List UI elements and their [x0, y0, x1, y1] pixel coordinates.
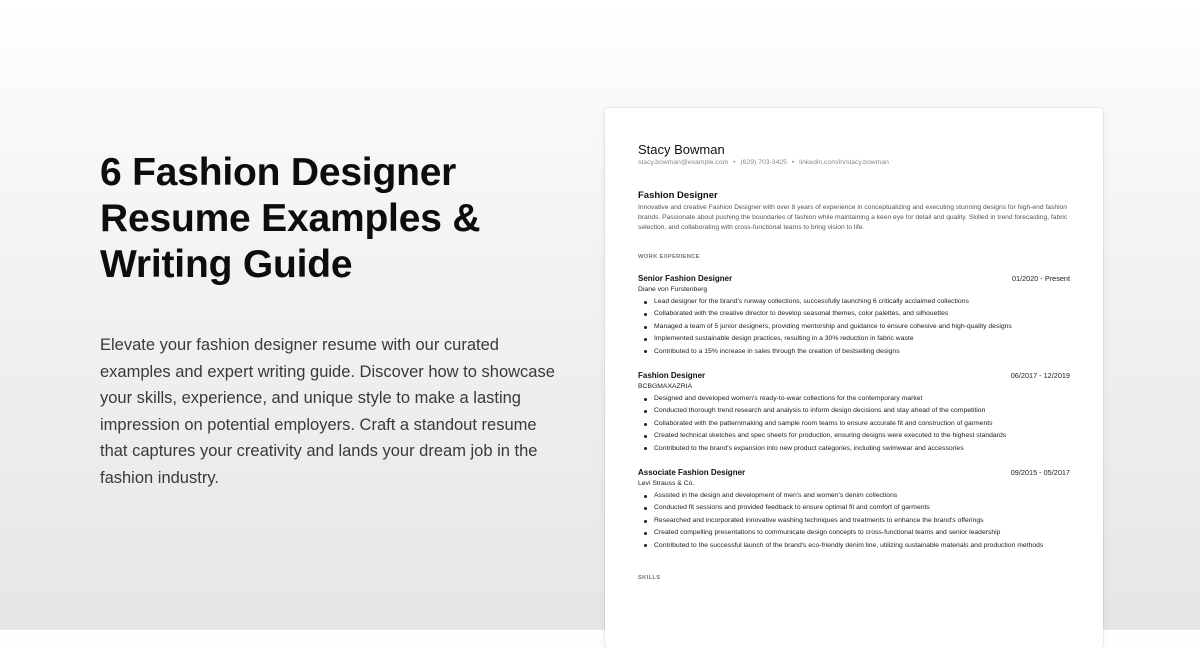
- job-dates: 06/2017 - 12/2019: [1010, 371, 1070, 381]
- contact-separator: •: [791, 159, 795, 166]
- job-bullet: Implemented sustainable design practices, resulting in a 30% reduction in fabric waste: [654, 333, 1070, 345]
- job-company: BCBGMAXAZRIA: [638, 383, 693, 391]
- resume-summary: Innovative and creative Fashion Designer with over 8 years of experience in conceptualizing and executing stunning designs for high-end fashion brands. Passionate about pushing the boundaries of fashion while maintaining a keen eye for detail and quality. Skilled in trend forecasting, fabric selection, and collaborating with cross-functional teams to bring vision to life.: [638, 204, 1068, 231]
- job-bullet: Contributed to the successful launch of the brand's eco-friendly denim line, utilizing sustainable materials and production methods: [654, 540, 1070, 552]
- job-entry: [638, 273, 1070, 358]
- job-entry: [638, 370, 1070, 455]
- job-bullet: Conducted thorough trend research and analysis to inform design decisions and stay ahead of the competition: [654, 405, 1070, 417]
- contact-linkedin: linkedin.com/in/stacy.bowman: [799, 159, 889, 166]
- resume-contact: [638, 158, 1070, 168]
- job-bullet: Collaborated with the patternmaking and sample room teams to ensure accurate fit and construction of garments: [654, 418, 1070, 430]
- job-bullet: Conducted fit sessions and provided feedback to ensure optimal fit and comfort of garments: [654, 502, 1070, 514]
- job-title: Fashion Designer: [638, 371, 706, 381]
- page-description: Elevate your fashion designer resume with our curated examples and expert writing guide. Discover how to showcase your skills, experience, and unique style to make a lasting impression on potential employers. Craft a standout resume that captures your creativity and lands your dream job in the fashion industry.: [100, 336, 555, 487]
- job-title: Senior Fashion Designer: [638, 274, 733, 283]
- job-dates: 01/2020 - Present: [1011, 274, 1070, 283]
- hero-section: [100, 150, 560, 492]
- page-title-line: 6 Fashion Designer: [100, 151, 457, 194]
- job-bullet: Managed a team of 5 junior designers, providing mentorship and guidance to ensure cohesive and high-quality designs: [654, 321, 1070, 333]
- job-bullets: [638, 490, 1070, 552]
- contact-email: stacy.bowman@example.com: [638, 159, 729, 166]
- job-bullets: [638, 296, 1070, 358]
- job-bullet: Lead designer for the brand's runway collections, successfully launching 6 critically acclaimed collections: [654, 296, 1070, 308]
- job-company: Diane von Furstenberg: [638, 286, 708, 293]
- resume-name: Stacy Bowman: [638, 142, 725, 157]
- job-entry: [638, 467, 1070, 552]
- job-bullet: Contributed to the brand's expansion into new product categories, including swimwear and accessories: [654, 443, 1070, 455]
- job-bullet: Researched and incorporated innovative washing techniques and treatments to enhance the brand's offerings: [654, 515, 1070, 527]
- work-experience-label: WORK EXPERIENCE: [638, 254, 700, 260]
- job-bullet: Created technical sketches and spec sheets for production, ensuring designs were executed to the highest standards: [654, 430, 1070, 442]
- job-title: Associate Fashion Designer: [638, 468, 746, 478]
- job-bullet: Contributed to a 15% increase in sales through the creation of bestselling designs: [654, 346, 1070, 358]
- job-dates: 09/2015 - 05/2017: [1010, 468, 1070, 478]
- page-title: [100, 150, 560, 288]
- job-header: [638, 370, 1070, 381]
- job-bullet: Designed and developed women's ready-to-wear collections for the contemporary market: [654, 393, 1070, 405]
- resume-content: [638, 142, 1070, 582]
- job-company: Levi Strauss & Co.: [638, 480, 695, 488]
- contact-separator: •: [733, 159, 736, 166]
- contact-phone: (629) 703-3425: [740, 159, 787, 166]
- job-bullet: Created compelling presentations to communicate design concepts to cross-functional teams and senior leadership: [654, 527, 1070, 539]
- job-bullet: Assisted in the design and development of men's and women's denim collections: [654, 490, 1070, 502]
- page-title-line: Writing Guide: [100, 243, 353, 286]
- page-title-line: Resume Examples &: [100, 197, 481, 240]
- job-bullet: Collaborated with the creative director to develop seasonal themes, color palettes, and silhouettes: [654, 308, 1070, 320]
- resume-preview: [605, 108, 1103, 648]
- resume-headline: Fashion Designer: [638, 190, 718, 201]
- skills-label: SKILLS: [638, 575, 661, 582]
- job-bullets: [638, 393, 1070, 455]
- job-header: [638, 273, 1070, 284]
- job-header: [638, 467, 1070, 478]
